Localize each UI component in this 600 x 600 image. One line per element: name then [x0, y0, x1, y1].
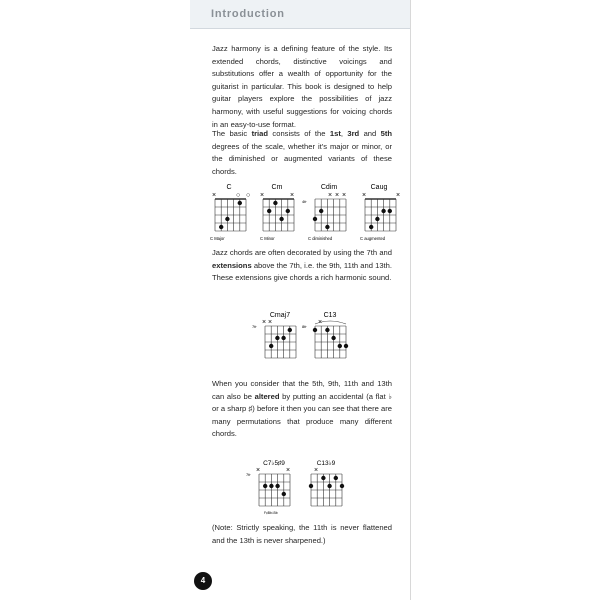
finger-dot: [327, 484, 331, 488]
finger-dot: [275, 336, 279, 340]
note-paragraph: (Note: Strictly speaking, the 11th is never flattened and the 13th is never sharpened.): [212, 523, 392, 545]
section-header: [190, 0, 410, 29]
chord-diagram-c-augmented: [360, 184, 400, 241]
finger-dot: [340, 484, 344, 488]
finger-dot: [282, 492, 286, 496]
altered-chord-diagrams: [242, 456, 360, 518]
muted-string-marker: ×: [290, 192, 295, 199]
finger-dot: [238, 201, 242, 205]
muted-string-marker: ×: [260, 192, 265, 199]
fret-marker: 7fr: [252, 324, 257, 329]
finger-dot: [313, 217, 317, 221]
chord-diagram-c-major: [210, 184, 250, 241]
chord-name: C: [226, 184, 232, 191]
chord-caption: C diminished: [308, 236, 333, 241]
chord-diagram-c13: [302, 312, 348, 358]
finger-dot: [331, 336, 335, 340]
finger-dot: [225, 217, 229, 221]
finger-dot: [275, 484, 279, 488]
finger-dot: [286, 209, 290, 213]
muted-string-marker: ×: [256, 467, 261, 474]
muted-string-marker: ×: [268, 319, 273, 326]
finger-dot: [344, 344, 348, 348]
chord-name: C13♭9: [316, 460, 336, 467]
chord-caption: C Major: [210, 236, 225, 241]
finger-dot: [281, 336, 285, 340]
finger-dot: [388, 209, 392, 213]
chord-name: Caug: [370, 184, 388, 191]
muted-string-marker: ×: [362, 192, 367, 199]
fret-marker: 7fr: [246, 472, 251, 477]
muted-string-marker: ×: [328, 192, 333, 199]
chord-diagram-c7b5s9: [246, 459, 290, 515]
open-string-marker: ○: [246, 192, 251, 199]
finger-dot: [334, 476, 338, 480]
finger-dot: [273, 201, 277, 205]
intro-paragraph: Jazz harmony is a defining feature of the style. Its extended chords, distinctive voicings and substitutions offer a wealth of opportunity for the guitarist in particular. This book is designed to help guitar players explore the possibilities of jazz harmony, with useful suggestions for voicing chords in an easy-to-use format.: [212, 44, 392, 129]
finger-dot: [267, 209, 271, 213]
chord-name: Cmaj7: [269, 312, 291, 319]
fret-marker: 8fr: [302, 324, 307, 329]
finger-dot: [269, 484, 273, 488]
chord-diagram-c-diminished: [302, 184, 346, 241]
finger-dot: [338, 344, 342, 348]
chord-caption: C augmented: [360, 236, 386, 241]
book-page: [190, 0, 411, 600]
altered-paragraph: When you consider that the 5th, 9th, 11th and 13th can also be altered by putting an accidental (a flat ♭ or a sharp ♯) before it then you can see that there are many permutations that produce many different chords.: [212, 379, 392, 439]
finger-dot: [321, 476, 325, 480]
chord-caption: F♯Bb♭Bb: [264, 511, 278, 515]
muted-string-marker: ×: [335, 192, 340, 199]
finger-dot: [219, 225, 223, 229]
chord-diagram-c-minor: [260, 184, 294, 241]
muted-string-marker: ×: [318, 319, 323, 326]
chord-name: C13: [323, 312, 337, 319]
finger-dot: [319, 209, 323, 213]
open-string-marker: ○: [236, 192, 241, 199]
chord-diagram-c13b9: [309, 459, 344, 506]
finger-dot: [263, 484, 267, 488]
finger-dot: [309, 484, 313, 488]
page-number-badge: 4: [194, 572, 212, 590]
muted-string-marker: ×: [396, 192, 401, 199]
section-title: Introduction: [211, 8, 285, 20]
finger-dot: [375, 217, 379, 221]
finger-dot: [325, 328, 329, 332]
triad-chord-diagrams: [202, 180, 407, 244]
finger-dot: [325, 225, 329, 229]
chord-caption: C Minor: [260, 236, 275, 241]
chord-name: C7♭5♯9: [263, 460, 285, 467]
finger-dot: [381, 209, 385, 213]
muted-string-marker: ×: [314, 467, 319, 474]
finger-dot: [288, 328, 292, 332]
finger-dot: [269, 344, 273, 348]
muted-string-marker: ×: [342, 192, 347, 199]
extension-chord-diagrams: [250, 308, 360, 364]
finger-dot: [313, 328, 317, 332]
fret-marker: 4fr: [302, 199, 307, 204]
muted-string-marker: ×: [262, 319, 267, 326]
triad-paragraph: The basic triad consists of the 1st, 3rd and 5th degrees of the scale, whether it's major or minor, or the diminished or augmented variants of these chords.: [212, 129, 392, 176]
muted-string-marker: ×: [212, 192, 217, 199]
finger-dot: [279, 217, 283, 221]
extensions-paragraph: Jazz chords are often decorated by using the 7th and extensions above the 7th, i.e. the 9th, 11th and 13th. These extensions give chords a rich harmonic sound.: [212, 248, 392, 283]
chord-diagram-cmaj7: [252, 312, 296, 358]
chord-name: Cm: [271, 184, 283, 191]
chord-name: Cdim: [320, 184, 338, 191]
muted-string-marker: ×: [286, 467, 291, 474]
finger-dot: [369, 225, 373, 229]
